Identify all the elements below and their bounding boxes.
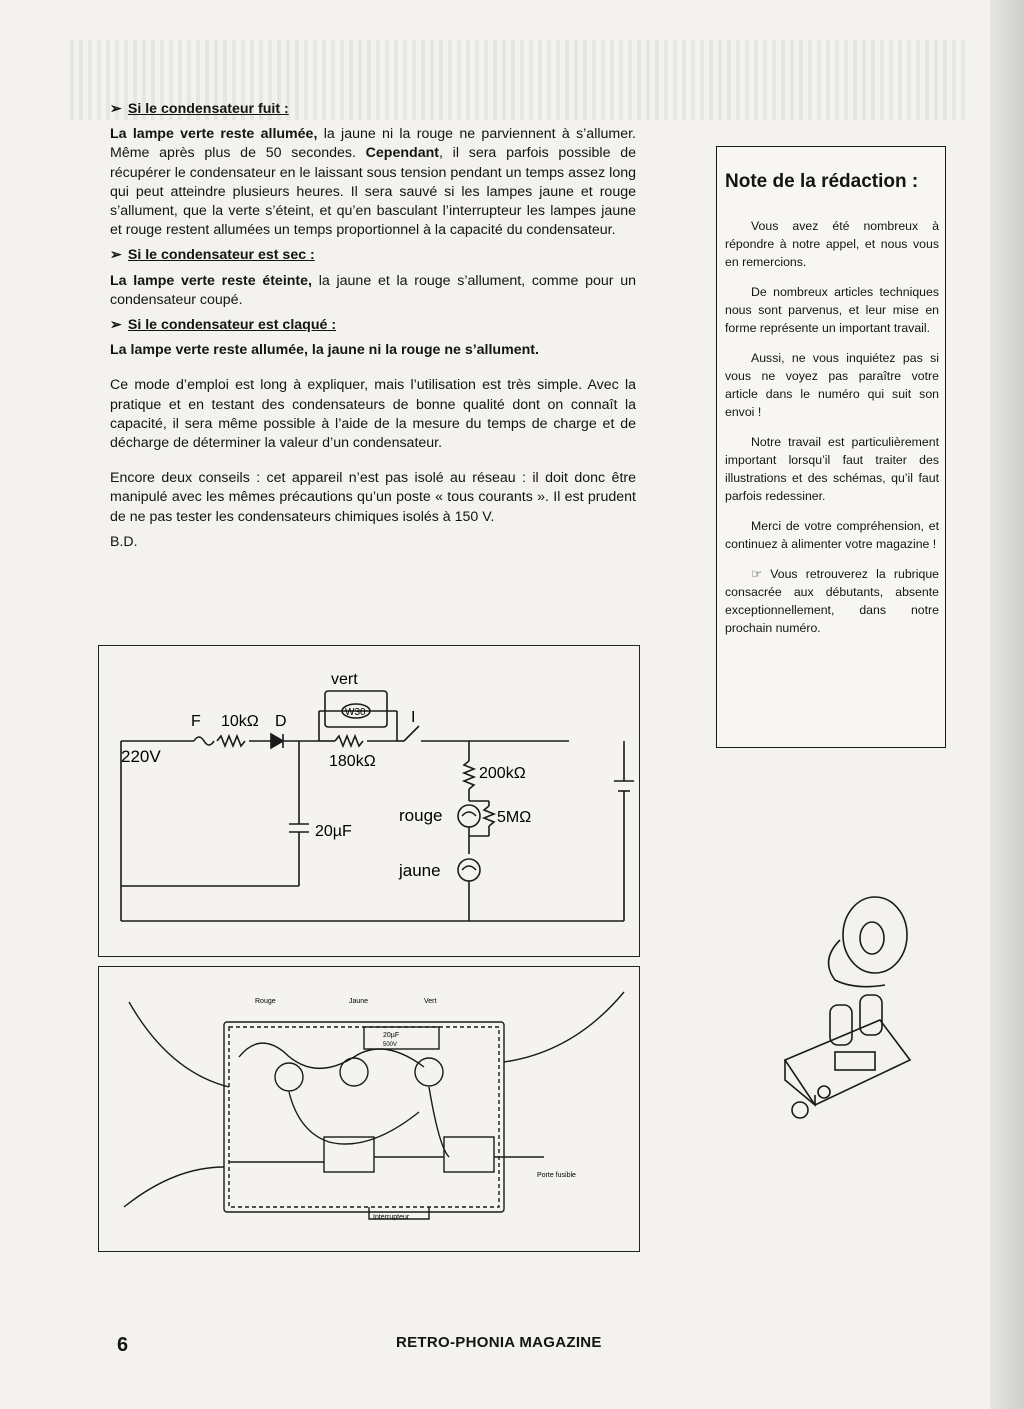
author-signature: B.D. xyxy=(110,533,138,550)
label-lamp-green: vert xyxy=(331,671,358,688)
label-cap-voltage: 500V xyxy=(383,1042,398,1048)
body-run: La lampe verte reste allumée, la jaune ni la rouge ne s’allument. xyxy=(110,342,539,359)
magazine-name: RETRO-PHONIA MAGAZINE xyxy=(396,1334,602,1351)
section-heading-text: Si le condensateur est claqué : xyxy=(127,317,337,334)
label-wire-yellow: Jaune xyxy=(349,998,369,1005)
section-heading-text: Si le condensateur fuit : xyxy=(127,101,289,117)
label-fuse-holder: Porte fusible xyxy=(537,1172,576,1179)
label-lamp-red: rouge xyxy=(399,806,443,825)
label-lamp-code: W30 xyxy=(345,707,366,718)
label-voltage: 220V xyxy=(121,747,161,766)
label-cap: 20µF xyxy=(315,823,352,840)
label-fuse: F xyxy=(191,713,201,730)
section-body xyxy=(110,272,636,310)
label-r3: 200kΩ xyxy=(479,765,526,782)
body-run: la jaune et la rouge s’allument, comme pour un condensateur coupé. xyxy=(110,272,636,308)
label-wire-green: Vert xyxy=(424,998,437,1005)
circuit-schematic xyxy=(98,645,640,957)
section-heading-text: Si le condensateur est sec : xyxy=(127,247,315,264)
label-r2: 180kΩ xyxy=(329,753,376,770)
tester-svg xyxy=(760,880,940,1140)
note-paragraph: De nombreux articles techniques nous sont parvenus, et leur mise en forme représente un important travail. xyxy=(725,285,939,335)
label-r1: 10kΩ xyxy=(221,713,259,730)
section-body xyxy=(110,125,636,240)
label-r4: 5MΩ xyxy=(497,809,532,826)
wiring-svg xyxy=(99,967,639,1251)
page-edge-shadow xyxy=(990,0,1024,1409)
section-heading xyxy=(110,100,636,119)
article-column xyxy=(110,100,636,558)
body-run: La lampe verte reste éteinte, xyxy=(110,272,312,289)
article-paragraph: Encore deux conseils : cet appareil n’est pas isolé au réseau : il doit donc être manipulé avec les mêmes précautions qu’un poste « tous courants ». Il est prudent de ne pas tester les condensateurs chimiques isolés à 150 V. xyxy=(110,470,636,525)
note-paragraph: ☞ Vous retrouverez la rubrique consacrée aux débutants, absente exceptionnellement, dans notre prochain numéro. xyxy=(725,567,939,635)
section-body xyxy=(110,341,636,360)
editorial-note-box xyxy=(716,146,946,748)
label-switch-part: Interrupteur xyxy=(373,1214,410,1221)
body-run: La lampe verte reste allumée, xyxy=(110,126,318,143)
wiring-diagram xyxy=(98,966,640,1252)
schematic-svg xyxy=(99,646,639,956)
note-paragraph: Vous avez été nombreux à répondre à notre appel, et nous vous en remercions. xyxy=(725,219,939,269)
body-run: la jaune ni la rouge ne parviennent à s’allumer. Même après plus de 50 secondes. xyxy=(110,126,636,162)
label-switch: I xyxy=(411,709,416,726)
body-run: Cependant xyxy=(365,145,439,162)
page-number: 6 xyxy=(117,1334,129,1356)
label-diode: D xyxy=(275,713,287,730)
label-wire-red: Rouge xyxy=(255,998,276,1005)
label-lamp-yellow: jaune xyxy=(399,861,441,880)
arrow-icon: ➢ xyxy=(110,101,122,117)
note-paragraph: Merci de votre compréhension, et continuez à alimenter votre magazine ! xyxy=(725,519,939,551)
note-title: Note de la rédaction : xyxy=(725,171,919,192)
label-cap-value: 20µF xyxy=(383,1032,400,1039)
arrow-icon: ➢ xyxy=(110,247,122,264)
body-run: , il sera parfois possible de récupérer le condensateur en le laissant sous tension pendant un temps assez long qui peut atteindre plusieurs heures. Il sera sauvé si les lampes jaune et rouge s’allument, que la verte s’éteint, et qu’en basculant l’interrupteur les lampes jaune et rouge restent allumées un temps proportionnel à la capacité du condensateur. xyxy=(110,145,636,239)
note-paragraph: Notre travail est particulièrement important lorsqu’il faut traiter des illustrations et des schémas, qu’il faut parfois redessiner. xyxy=(725,435,939,503)
section-heading xyxy=(110,246,636,265)
section-heading xyxy=(110,316,636,335)
arrow-icon: ➢ xyxy=(110,317,122,334)
note-paragraph: Aussi, ne vous inquiétez pas si vous ne voyez pas paraître votre article dans le numéro qui suit son envoi ! xyxy=(725,351,939,419)
article-paragraph: Ce mode d’emploi est long à expliquer, mais l’utilisation est très simple. Avec la pratique et en testant des condensateurs de bonne qualité dont on connaît la capacité, il sera même possible à l’aide de la mesure du temps de charge et de décharge de déterminer la valeur d’un condensateur. xyxy=(110,377,636,452)
tester-illustration xyxy=(760,880,940,1140)
